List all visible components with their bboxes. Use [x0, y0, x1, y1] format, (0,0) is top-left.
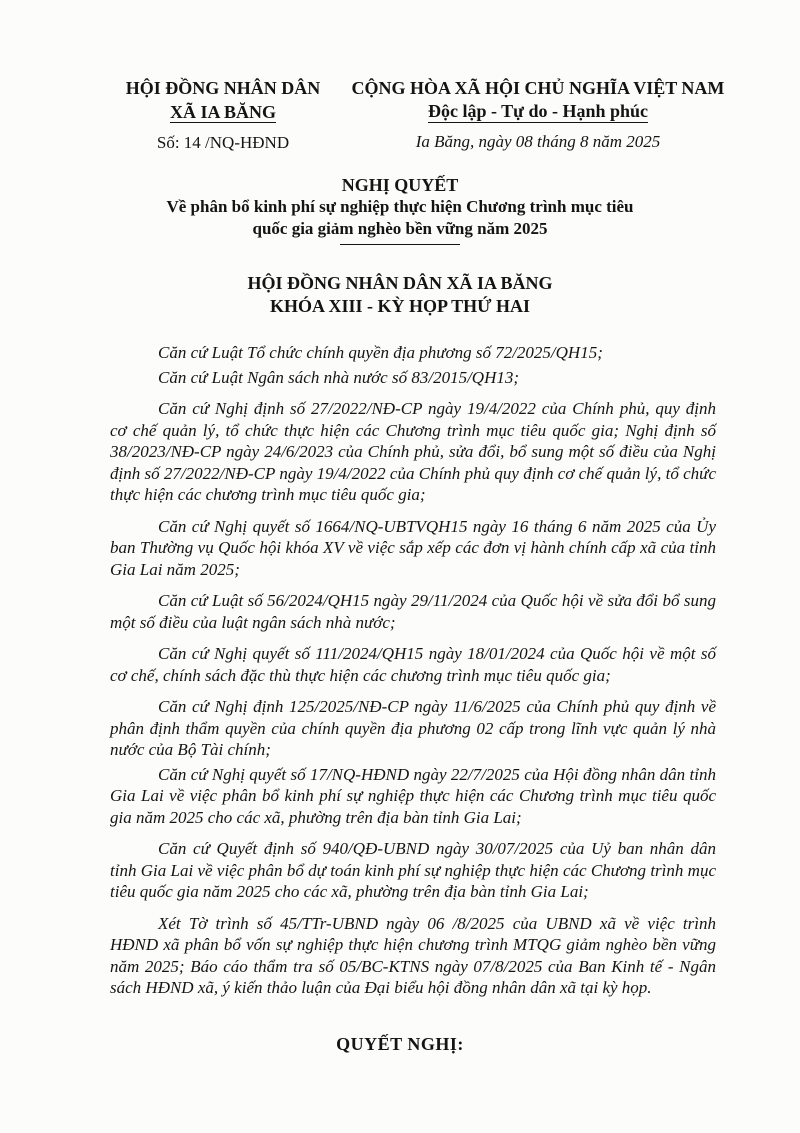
basis-paragraph: Căn cứ Nghị định 125/2025/NĐ-CP ngày 11/6/2025 của Chính phủ quy định về phân định thẩm quyền của chính quyền địa phương 02 cấp trong lĩnh vực quản lý nhà nước của Bộ Tài chính;	[110, 697, 716, 759]
legal-basis	[110, 342, 716, 1009]
document-number: Số: 14 /NQ-HĐND	[156, 133, 290, 152]
council-name: HỘI ĐỒNG NHÂN DÂN XÃ IA BĂNG	[247, 273, 553, 293]
country-name: CỘNG HÒA XÃ HỘI CHỦ NGHĨA VIỆT NAM	[351, 78, 725, 98]
national-heading	[338, 76, 738, 153]
basis-paragraph: Căn cứ Nghị quyết số 111/2024/QH15 ngày 18/01/2024 của Quốc hội về một số cơ chế, chính sách đặc thù thực hiện các chương trình mục tiêu quốc gia;	[110, 644, 716, 685]
place-date-line: Ia Băng, ngày 08 tháng 8 năm 2025	[415, 132, 661, 151]
title-underline	[340, 244, 460, 245]
basis-paragraph: Căn cứ Luật số 56/2024/QH15 ngày 29/11/2024 của Quốc hội về sửa đổi bổ sung một số điều của luật ngân sách nhà nước;	[110, 591, 716, 632]
document-type: NGHỊ QUYẾT	[341, 175, 459, 195]
decision-heading: QUYẾT NGHỊ:	[336, 1034, 464, 1054]
authority-name: HỘI ĐỒNG NHÂN DÂN	[125, 78, 321, 98]
council-session: KHÓA XIII - KỲ HỌP THỨ HAI	[269, 296, 531, 316]
document-title-block	[100, 174, 700, 245]
basis-paragraph: Căn cứ Nghị quyết số 1664/NQ-UBTVQH15 ngày 16 tháng 6 năm 2025 của Ủy ban Thường vụ Quốc hội khóa XV về việc sắp xếp các đơn vị hành chính cấp xã của tỉnh Gia Lai năm 2025;	[110, 516, 716, 579]
basis-paragraph: Căn cứ Quyết định số 940/QĐ-UBND ngày 30/07/2025 của Uỷ ban nhân dân tỉnh Gia Lai về việc phân bổ dự toán kinh phí sự nghiệp thực hiện các Chương trình mục tiêu quốc gia năm 2025 cho các xã, phường trên địa bàn tỉnh Gia Lai;	[110, 839, 716, 901]
commune-name: XÃ IA BĂNG	[169, 102, 276, 122]
subject-line-1: Về phân bổ kinh phí sự nghiệp thực hiện Chương trình mục tiêu	[166, 197, 634, 216]
basis-paragraph: Căn cứ Luật Ngân sách nhà nước số 83/2015/QH13;	[158, 367, 520, 387]
issuing-authority	[108, 76, 338, 154]
basis-paragraph: Căn cứ Luật Tổ chức chính quyền địa phương số 72/2025/QH15;	[158, 343, 603, 362]
council-heading	[100, 272, 700, 318]
basis-paragraph: Xét Tờ trình số 45/TTr-UBND ngày 06 /8/2025 của UBND xã về việc trình HĐND xã phân bổ vốn sự nghiệp thực hiện chương trình MTQG giảm nghèo bền vững năm 2025; Báo cáo thẩm tra số 05/BC-KTNS ngày 07/8/2025 của Ban Kinh tế - Ngân sách HĐND xã, ý kiến thảo luận của Đại biểu hội đồng nhân dân xã tại kỳ họp.	[110, 913, 716, 997]
national-motto: Độc lập - Tự do - Hạnh phúc	[427, 101, 649, 121]
basis-paragraph: Căn cứ Nghị quyết số 17/NQ-HĐND ngày 22/7/2025 của Hội đồng nhân dân tỉnh Gia Lai về việc phân bổ kinh phí sự nghiệp thực hiện các Chương trình mục tiêu quốc gia năm 2025 cho các xã, phường trên địa bàn tỉnh Gia Lai;	[110, 764, 716, 827]
basis-paragraph: Căn cứ Nghị định số 27/2022/NĐ-CP ngày 19/4/2022 của Chính phủ, quy định cơ chế quản lý, tổ chức thực hiện các Chương trình mục tiêu quốc gia; Nghị định số 38/2023/NĐ-CP ngày 24/6/2023 của Chính phủ, sửa đổi, bổ sung một số điều của Nghị định số 27/2022/NĐ-CP ngày 19/4/2022 của Chính phủ quy định cơ chế quản lý, tổ chức thực hiện các chương trình mục tiêu quốc gia;	[110, 399, 716, 504]
subject-line-2: quốc gia giảm nghèo bền vững năm 2025	[252, 219, 548, 238]
